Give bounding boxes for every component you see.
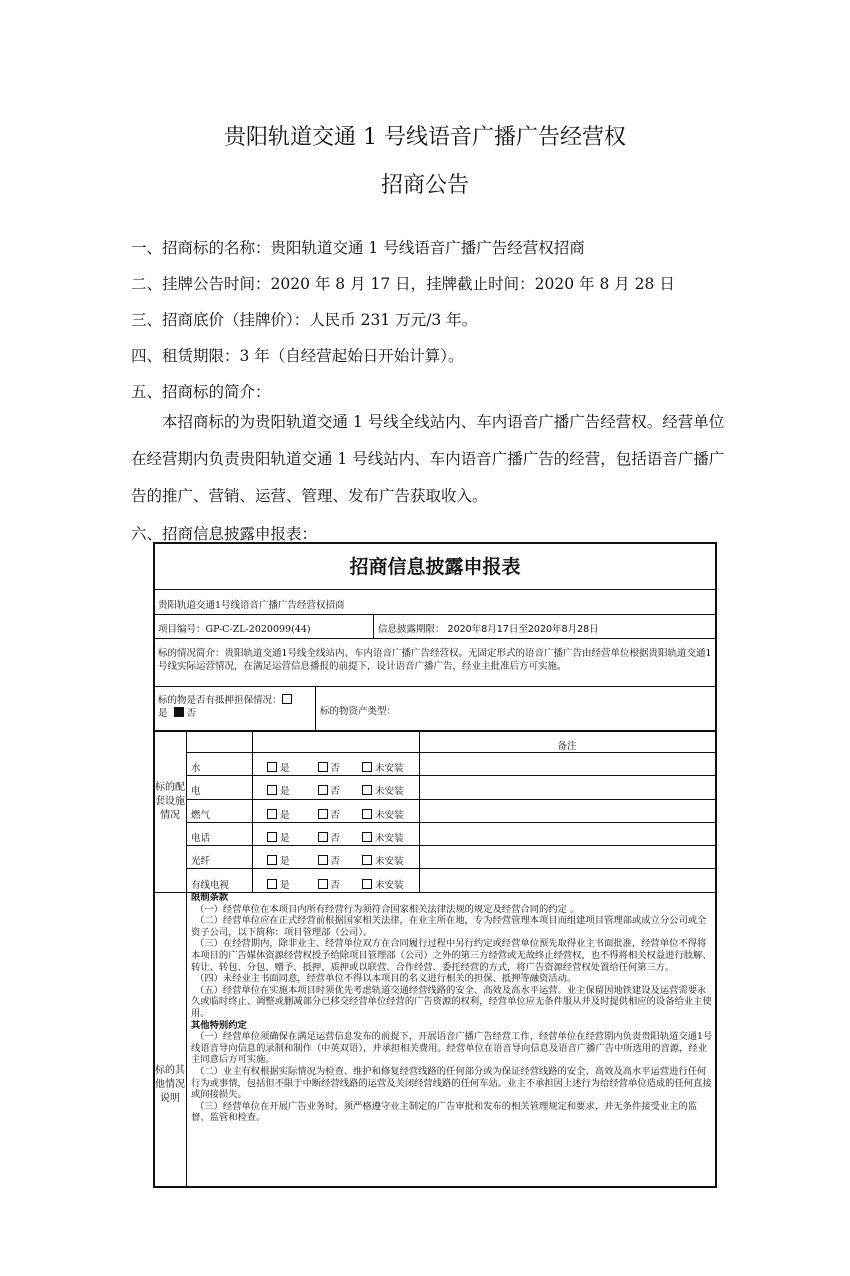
facility-row <box>186 822 717 845</box>
checkbox-no-checked[interactable] <box>174 707 184 717</box>
facility-row <box>186 752 717 775</box>
restrict-item: （五）经营单位在实施本项目时须优先考虑轨道交通经营线路的安全、高效及高水平运营。业主保留因地铁建设及运营需要永久或临时终止、调整或删减部分已移交经营单位经营的广告资源的权利，经营单位应无条件服从并及时提供相应的设备给业主使用。 <box>191 984 712 1019</box>
option-not-installed: 未安装 <box>375 879 404 891</box>
option-no: 否 <box>330 763 341 774</box>
form-title: 招商信息披露申报表 <box>155 544 715 590</box>
facility-options <box>264 828 407 846</box>
facility-name: 电话 <box>191 832 211 844</box>
item-3: 三、招商底价（挂牌价）：人民币 231 万元/3 年。 <box>131 311 478 329</box>
facility-row <box>186 869 717 892</box>
checkbox-yes[interactable] <box>267 785 277 795</box>
checkbox-no[interactable] <box>318 785 328 795</box>
checkbox-yes[interactable] <box>267 855 277 865</box>
facility-name: 光纤 <box>191 856 211 868</box>
facility-name: 电 <box>191 786 201 798</box>
checkbox-yes[interactable] <box>282 694 292 704</box>
other-conditions-label: 标的其他情况说明 <box>155 1065 185 1104</box>
facilities-section <box>155 731 715 893</box>
facility-options <box>264 875 407 893</box>
checkbox-not-installed[interactable] <box>362 879 372 889</box>
disclosure-form <box>153 542 717 1188</box>
option-not-installed: 未安装 <box>375 786 404 798</box>
option-yes: 是 <box>280 786 290 798</box>
special-item: （三）经营单位在开展广告业务时，须严格遵守业主制定的广告审批和发布的相关管理规定和要求，并无条件接受业主的监督、监管和检查。 <box>191 1100 698 1124</box>
facilities-label: 标的配套设施情况 <box>155 782 185 821</box>
mortgage-yes-label: 是 <box>158 708 168 719</box>
option-yes: 是 <box>280 763 290 774</box>
facility-name: 燃气 <box>191 809 211 821</box>
asset-type-label: 标的物资产类型： <box>320 706 397 717</box>
option-no: 否 <box>330 809 341 821</box>
checkbox-not-installed[interactable] <box>362 832 372 842</box>
document-title-line2: 招商公告 <box>380 173 469 198</box>
facility-options <box>264 805 407 823</box>
checkbox-not-installed[interactable] <box>362 809 372 819</box>
project-no: 项目编号：GP-C-ZL-2020099(44) <box>158 624 311 635</box>
checkbox-no[interactable] <box>318 762 328 772</box>
summary-text: 标的情况简介：贵阳轨道交通1号线全线站内、车内语音广播广告经营权。无固定形式的语音广播广告由经营单位根据贵阳轨道交通1号线实际运营情况，在满足运营信息播报的前提下，设计语音广播广告，经业主批准后方可实施。 <box>158 648 712 672</box>
facility-options <box>264 758 407 776</box>
checkbox-not-installed[interactable] <box>362 762 372 772</box>
facility-name: 有线电视 <box>191 879 230 891</box>
mortgage-row <box>155 687 715 731</box>
project-no-row <box>155 615 715 639</box>
special-item: （二）业主有权根据实际情况为检查、维护和修复经营线路的任何部分或为保证经营线路的安全、高效及高水平运营进行任何行为或事情，包括但不限于中断经营线路的运营及关闭经营线路的任何车站。业主不承担因上述行为给经营单位造成的任何直接或间接损失。 <box>191 1065 712 1101</box>
special-item: （一）经营单位须确保在满足运营信息发布的前提下，开展语音广播广告经营工作，经营单位在经营期内负责贵阳轨道交通1号线语音导向信息的录制和制作（中英双语），并承担相关费用。经营单位在语音导向信息及语音广播广告中所选用的音源，经业主同意后方可实施。 <box>191 1031 713 1066</box>
mortgage-label: 标的物是否有抵押担保情况： <box>158 695 282 706</box>
facility-options <box>264 781 407 799</box>
project-name: 贵阳轨道交通1号线语音广播广告经营权招商 <box>158 600 345 611</box>
facility-row <box>186 799 717 822</box>
special-title: 其他特别约定 <box>191 1019 247 1031</box>
item-4: 四、租赁期限：3 年（自经营起始日开始计算）。 <box>131 347 464 365</box>
checkbox-no[interactable] <box>318 809 328 819</box>
option-yes: 是 <box>280 856 290 868</box>
facility-row <box>186 775 717 798</box>
checkbox-no[interactable] <box>318 855 328 865</box>
disclosure-period-label: 信息披露期限： <box>378 624 445 635</box>
option-no: 否 <box>330 786 341 798</box>
option-not-installed: 未安装 <box>375 809 404 821</box>
restrictions <box>191 892 715 1124</box>
checkbox-no[interactable] <box>318 879 328 889</box>
option-not-installed: 未安装 <box>375 856 404 868</box>
facility-options <box>264 851 407 869</box>
restrict-item: （三）在经营期内，除非业主、经营单位双方在合同履行过程中另行约定或经营单位预先取得业主书面批准，经营单位不得将本项目的广告媒体资源经营权授予给除项目管理部（公司）之外的第三方经营或无故终止经营权，也不得将相关权益进行肢解、转让、转包、分包、赠予、抵押、质押或以联营、合作经营、委托经营的方式，将广告资源经营权处置给任何第三方。 <box>191 938 712 973</box>
item-6: 六、招商信息披露申报表： <box>131 525 318 543</box>
summary-row <box>155 639 715 687</box>
disclosure-period-value: 2020年8月17日至2020年8月28日 <box>447 624 599 635</box>
option-yes: 是 <box>280 809 290 821</box>
facility-name: 水 <box>191 763 201 774</box>
option-yes: 是 <box>280 832 290 844</box>
intro-paragraph: 本招商标的为贵阳轨道交通 1 号线全线站内、车内语音广播广告经营权。经营单位在经营期内负责贵阳轨道交通 1 号线站内、车内语音广播广告的经营，包括语音广播广告的推广、营销、运营、管理、发布广告获取收入。 <box>131 413 725 505</box>
option-not-installed: 未安装 <box>375 763 404 774</box>
mortgage-no-label: 否 <box>186 708 197 719</box>
facility-row <box>186 845 717 868</box>
mortgage-info <box>155 692 315 722</box>
checkbox-no[interactable] <box>318 832 328 842</box>
option-no: 否 <box>330 832 341 844</box>
project-name-row <box>155 590 715 615</box>
option-not-installed: 未安装 <box>375 832 404 844</box>
item-2: 二、挂牌公告时间：2020 年 8 月 17 日，挂牌截止时间：2020 年 8 月 28 日 <box>131 275 675 293</box>
disclosure-period <box>375 619 602 637</box>
checkbox-yes[interactable] <box>267 809 277 819</box>
restrict-item: （四）未经业主书面同意，经营单位不得以本项目的名义进行相关的担保、抵押等融资活动。 <box>195 973 577 985</box>
checkbox-yes[interactable] <box>267 879 277 889</box>
option-yes: 是 <box>280 879 290 891</box>
item-1: 一、招商标的名称：贵阳轨道交通 1 号线语音广播广告经营权招商 <box>131 239 585 257</box>
restrict-title: 限制条款 <box>191 892 229 903</box>
checkbox-not-installed[interactable] <box>362 855 372 865</box>
restrict-item: （一）经营单位在本项目内所有经营行为须符合国家相关法律法规的规定及经营合同的约定 。 <box>195 903 580 915</box>
restrict-item: （二）经营单位应在正式经营前根据国家相关法律，在业主所在地，专为经营管理本项目而组建项目管理部或成立分公司或全资子公司，以下简称：项目管理部（公司）。 <box>191 915 707 938</box>
checkbox-yes[interactable] <box>267 762 277 772</box>
option-no: 否 <box>330 879 341 891</box>
document-title-line1: 贵阳轨道交通 1 号线语音广播广告经营权 <box>224 125 626 150</box>
remarks-header: 备注 <box>557 741 577 752</box>
checkbox-yes[interactable] <box>267 832 277 842</box>
option-no: 否 <box>330 856 341 868</box>
item-5: 五、招商标的简介： <box>131 383 271 401</box>
checkbox-not-installed[interactable] <box>362 785 372 795</box>
